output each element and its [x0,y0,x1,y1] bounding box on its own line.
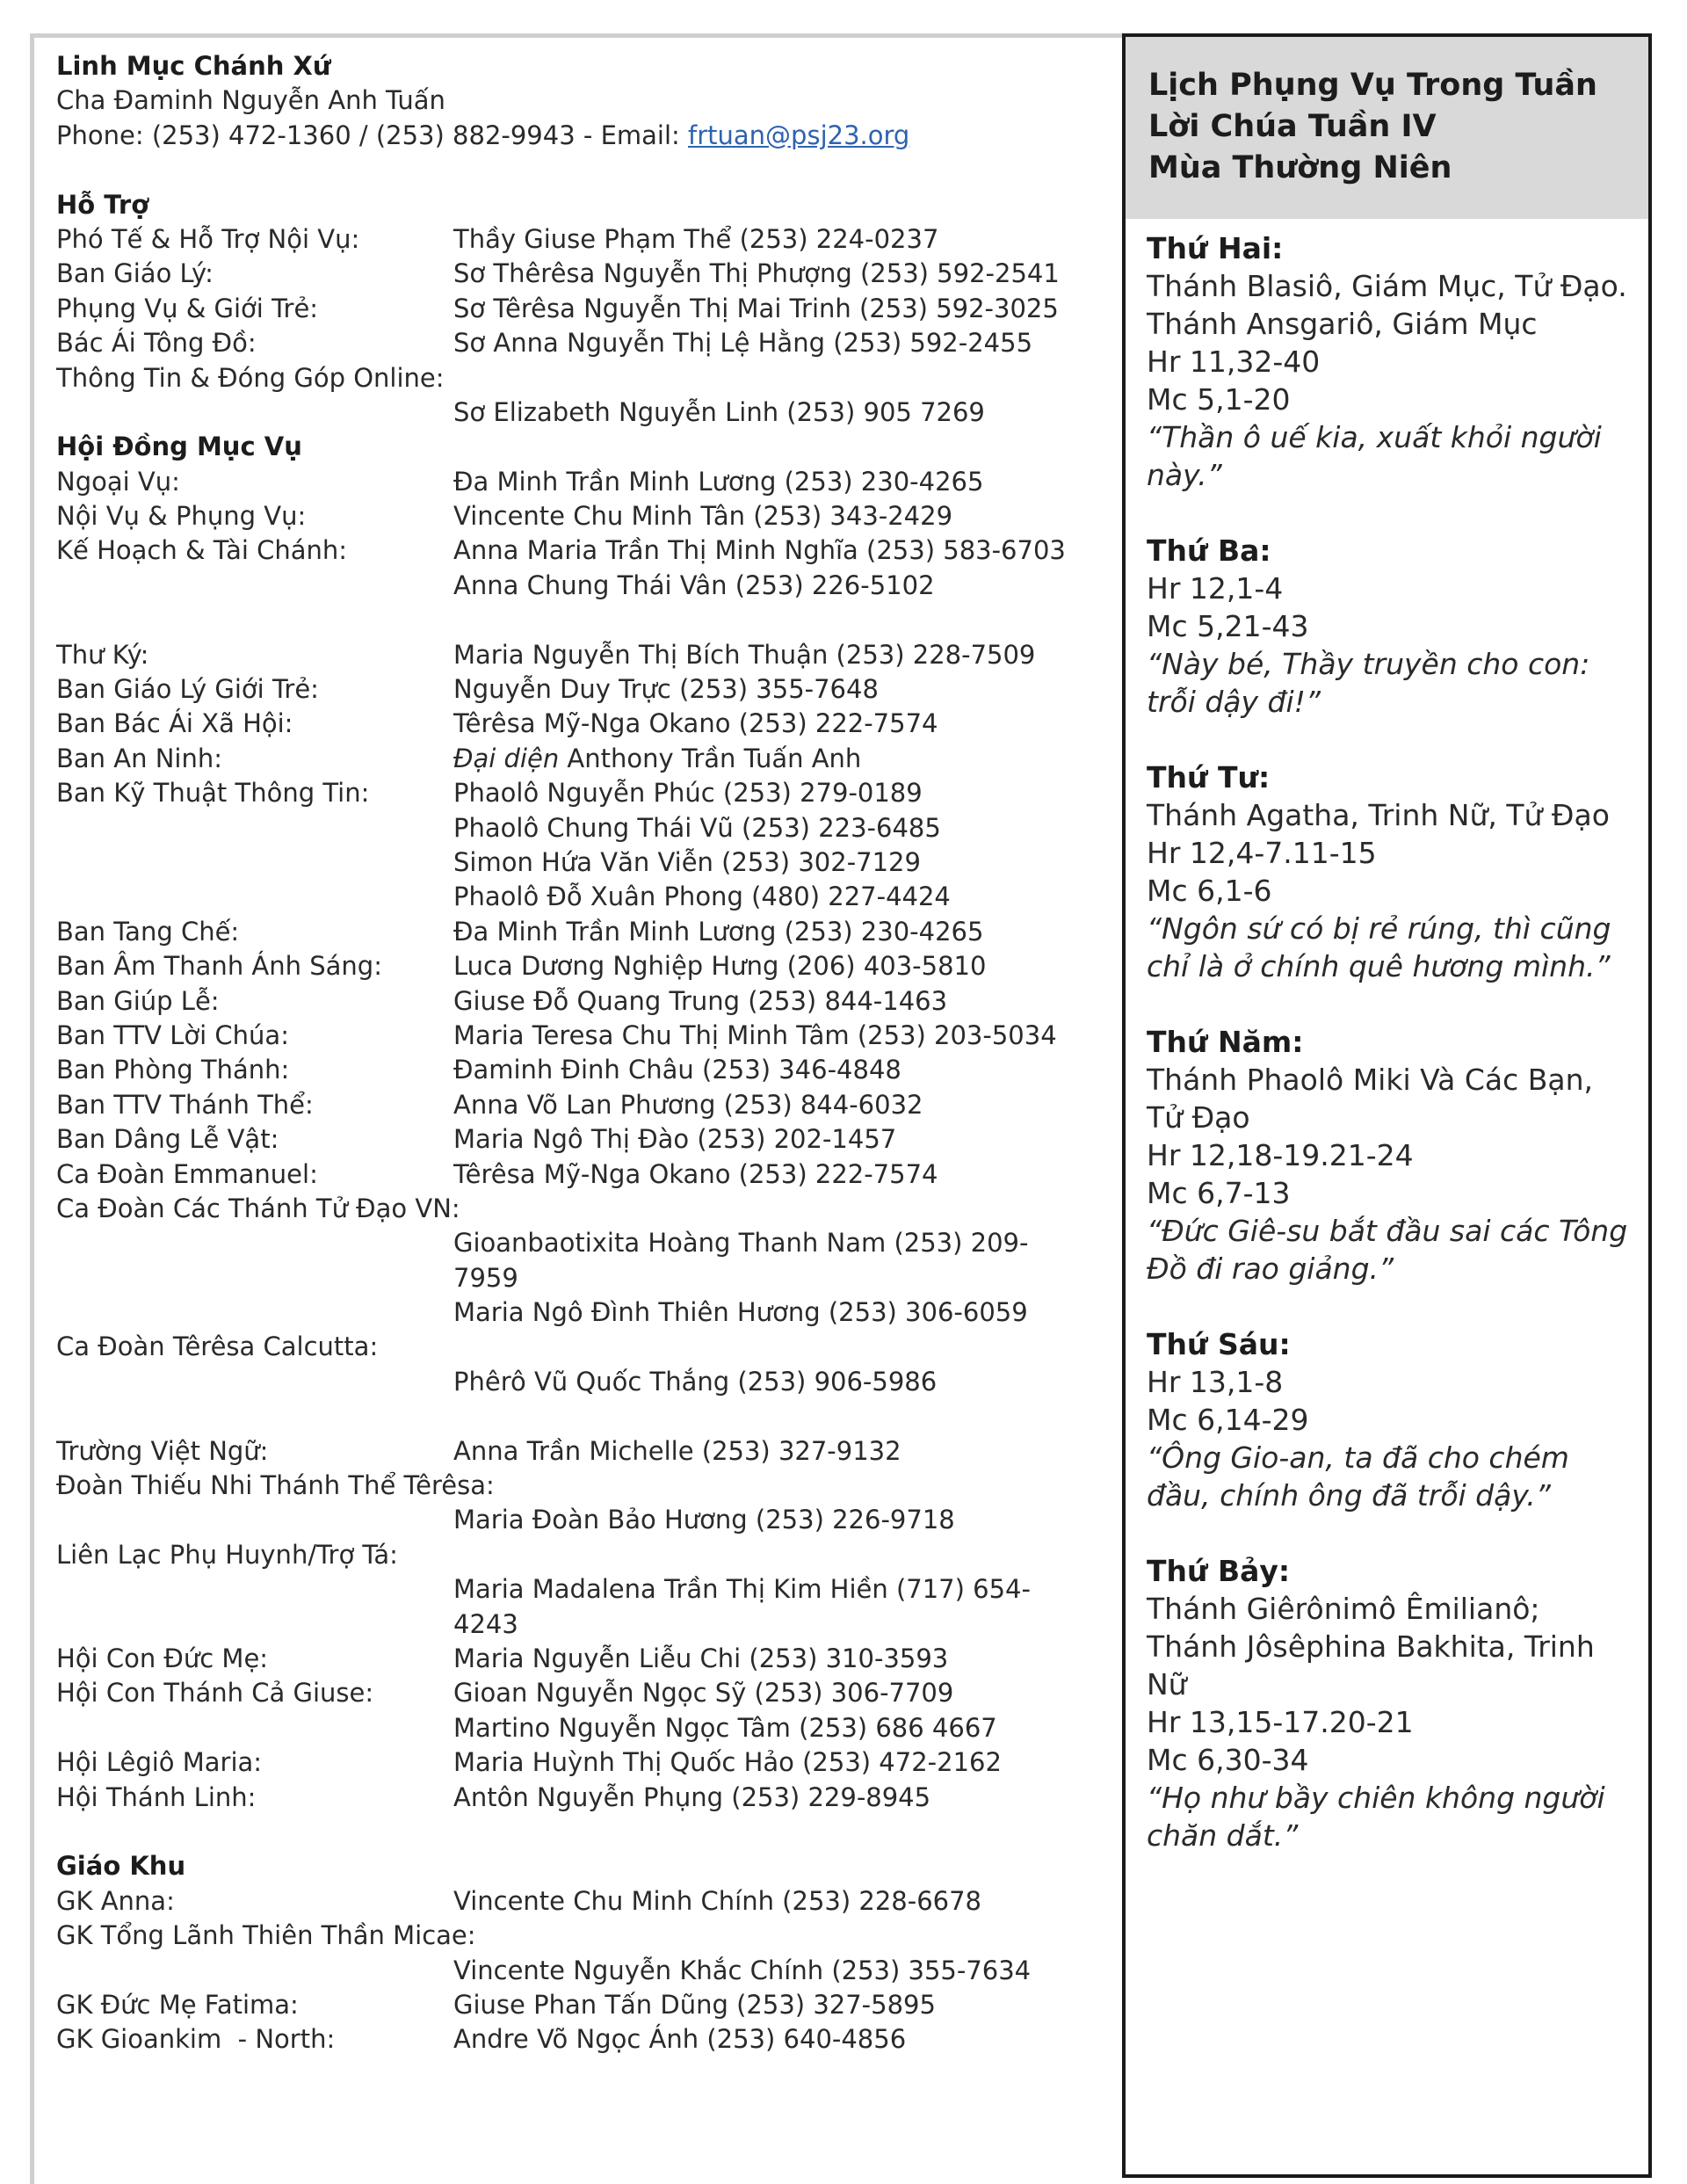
council-list [56,465,1111,604]
council-row-value: Anna Maria Trần Thị Minh Nghĩa (253) 583-6703 [453,535,1066,566]
group-row-label [56,1711,453,1745]
online-value: Sơ Elizabeth Nguyễn Linh (253) 905 7269 [453,396,985,427]
ministry-row-value: Luca Dương Nghiệp Hưng (206) 403-5810 [453,951,987,982]
support-row-value: Sơ Anna Nguyễn Thị Lệ Hằng (253) 592-2455 [453,328,1033,359]
pastor-email-link[interactable]: frtuan@psj23.org [688,120,910,150]
liturgy-title-2: Lời Chúa Tuần IV [1148,109,1437,144]
ministry-row-value: Nguyễn Duy Trực (253) 355-7648 [453,674,879,705]
liturgy-quote: “Ông Gio-an, ta đã cho chém đầu, chính ông đã trỗi dậy.” [1147,1440,1569,1513]
liturgy-day [1147,758,1636,1023]
ministry-list-a [56,638,1111,742]
liturgy-day [1147,1023,1636,1325]
support-row-label: Bác Ái Tông Đồ: [56,328,257,359]
council-row-value: Đa Minh Trần Minh Lương (253) 230-4265 [453,466,984,497]
liturgy-title-1: Lịch Phụng Vụ Trong Tuần [1148,68,1597,103]
pastor-contact [56,119,1111,153]
ministry-row [56,1019,1111,1053]
support-row [56,257,1111,291]
ministry-row-label [56,845,453,880]
ministry-row-label [56,811,453,845]
liturgy-title-3: Mùa Thường Niên [1148,150,1452,185]
martyrs-choir-row-1 [56,1226,1111,1295]
support-row-label: Phụng Vụ & Giới Trẻ: [56,293,319,323]
ministry-row-value: Phaolô Nguyễn Phúc (253) 279-0189 [453,778,923,809]
zone-micae-value: Vincente Nguyễn Khắc Chính (253) 355-7634 [453,1955,1032,1985]
security-value: Anthony Trần Tuấn Anh [559,743,862,773]
liturgy-reading: Thánh Phaolô Miki Và Các Bạn, Tử Đạo [1147,1063,1593,1135]
liturgy-day-name: Thứ Tư: [1147,760,1271,795]
pastor-phone: Phone: (253) 472-1360 / (253) 882-9943 - Email: [56,120,689,150]
ministry-row-label: Thư Ký: [56,639,149,670]
ministry-row [56,949,1111,983]
group-row-value: Maria Nguyễn Liễu Chi (253) 310-3593 [453,1643,949,1673]
ministry-row [56,1157,1111,1192]
ministry-row-value: Anna Võ Lan Phương (253) 844-6032 [453,1089,923,1120]
liturgy-day-name: Thứ Sáu: [1147,1327,1291,1361]
ministry-row-label: Ban Giúp Lễ: [56,985,220,1016]
council-row-value: Vincente Chu Minh Tân (253) 343-2429 [453,501,953,532]
martyrs-choir-value-1: Gioanbaotixita Hoàng Thanh Nam (253) 209-7959 [453,1228,1029,1293]
ministry-row [56,845,1111,880]
security-label: Ban An Ninh: [56,743,222,773]
martyrs-choir-value-2: Maria Ngô Đình Thiên Hương (253) 306-6059 [453,1297,1028,1328]
liturgy-quote: “Đức Giê-su bắt đầu sai các Tông Đồ đi rao giảng.” [1147,1214,1628,1286]
zone-fatima-row [56,1988,1111,2022]
liturgy-day-name: Thứ Hai: [1147,231,1284,265]
support-list [56,222,1111,361]
liturgy-reading: Mc 5,21-43 [1147,609,1309,643]
group-row-label: Hội Con Thánh Cả Giuse: [56,1678,374,1709]
ministry-row-value: Phaolô Chung Thái Vũ (253) 223-6485 [453,812,941,843]
calcutta-choir-label: Ca Đoàn Têrêsa Calcutta: [56,1331,379,1362]
ministry-row-label: Ban Dâng Lễ Vật: [56,1124,279,1155]
ministry-row-label: Ca Đoàn Emmanuel: [56,1158,318,1189]
ministry-row-label [56,880,453,914]
martyrs-choir-row-2 [56,1295,1111,1330]
liturgy-reading: Mc 6,30-34 [1147,1743,1309,1777]
group-row [56,1745,1111,1780]
page-frame-left [30,33,34,2184]
group-row-label: Hội Thánh Linh: [56,1781,257,1812]
group-row-label: Hội Con Đức Mẹ: [56,1643,269,1673]
liturgy-header [1126,37,1648,219]
liturgy-reading: Hr 12,4-7.11-15 [1147,836,1377,870]
liturgy-days [1126,219,1648,1854]
school-row [56,1434,1111,1469]
ministry-row-label: Ban Âm Thanh Ánh Sáng: [56,951,382,982]
ministry-row [56,811,1111,845]
liturgy-calendar-box [1122,33,1652,2178]
support-row [56,222,1111,257]
parents-row [56,1572,1111,1642]
tntt-label: Đoàn Thiếu Nhi Thánh Thể Têrêsa: [56,1470,495,1501]
support-row-label: Ban Giáo Lý: [56,258,214,289]
parents-value: Maria Madalena Trần Thị Kim Hiền (717) 654-4243 [453,1574,1031,1639]
zone-north-label: GK Gioankim - North: [56,2024,336,2055]
ministry-row-value: Têrêsa Mỹ-Nga Okano (253) 222-7574 [453,708,938,739]
security-row [56,742,1111,776]
tntt-row [56,1503,1111,1537]
calcutta-choir-value: Phêrô Vũ Quốc Thắng (253) 906-5986 [453,1366,938,1397]
ministry-row [56,880,1111,914]
council-row [56,465,1111,499]
liturgy-reading: Hr 11,32-40 [1147,345,1321,379]
parish-directory [56,49,1111,2057]
liturgy-quote: “Này bé, Thầy truyền cho con: trỗi dậy đi!” [1147,647,1590,719]
ministry-row-label: Ban TTV Lời Chúa: [56,1019,289,1050]
ministry-row [56,915,1111,949]
pastor-heading: Linh Mục Chánh Xứ [56,51,331,81]
council-row-value: Anna Chung Thái Vân (253) 226-5102 [453,570,935,600]
zone-north-row [56,2022,1111,2057]
liturgy-day-name: Thứ Năm: [1147,1025,1304,1059]
liturgy-day [1147,1325,1636,1552]
parents-label: Liên Lạc Phụ Huynh/Trợ Tá: [56,1539,398,1570]
ministry-row-value: Đaminh Đinh Châu (253) 346-4848 [453,1055,901,1085]
zone-anna-label: GK Anna: [56,1885,175,1916]
support-row-value: Thầy Giuse Phạm Thể (253) 224-0237 [453,223,939,254]
zone-micae-row [56,1954,1111,1988]
online-label: Thông Tin & Đóng Góp Online: [56,362,445,393]
ministry-row [56,1053,1111,1087]
online-row [56,395,1111,430]
group-row-value: Gioan Nguyễn Ngọc Sỹ (253) 306-7709 [453,1678,954,1709]
council-row-label [56,569,453,603]
support-row-value: Sơ Têrêsa Nguyễn Thị Mai Trinh (253) 592-3025 [453,293,1059,323]
ministry-row-value: Maria Teresa Chu Thị Minh Tâm (253) 203-5034 [453,1019,1057,1050]
zone-anna-row [56,1884,1111,1919]
ministry-row [56,707,1111,741]
group-row-value: Martino Nguyễn Ngọc Tâm (253) 686 4667 [453,1712,997,1743]
ministry-row [56,776,1111,810]
liturgy-day [1147,1552,1636,1854]
liturgy-reading: Hr 12,18-19.21-24 [1147,1138,1414,1172]
ministry-row-value: Têrêsa Mỹ-Nga Okano (253) 222-7574 [453,1158,938,1189]
ministry-row [56,984,1111,1019]
ministry-row-value: Maria Nguyễn Thị Bích Thuận (253) 228-7509 [453,639,1036,670]
school-value: Anna Trần Michelle (253) 327-9132 [453,1435,901,1466]
support-heading: Hỗ Trợ [56,189,149,220]
council-heading: Hội Đồng Mục Vụ [56,432,302,462]
liturgy-quote: “Thần ô uế kia, xuất khỏi người này.” [1147,420,1602,492]
liturgy-reading: Thánh Blasiô, Giám Mục, Tử Đạo. [1147,269,1627,303]
support-row [56,326,1111,360]
zones-heading: Giáo Khu [56,1851,186,1882]
group-row-label: Hội Lêgiô Maria: [56,1747,263,1778]
council-row [56,533,1111,568]
liturgy-reading: Thánh Giêrônimô Êmilianô; Thánh Jôsêphina Bakhita, Trinh Nữ [1147,1592,1595,1701]
liturgy-day-name: Thứ Bảy: [1147,1554,1291,1588]
calcutta-choir-row [56,1365,1111,1399]
group-list [56,1642,1111,1815]
ministry-row-value: Đa Minh Trần Minh Lương (253) 230-4265 [453,916,984,947]
ministry-row [56,638,1111,672]
group-row-value: Antôn Nguyễn Phụng (253) 229-8945 [453,1781,931,1812]
zone-anna-value: Vincente Chu Minh Chính (253) 228-6678 [453,1885,981,1916]
liturgy-day [1147,229,1636,532]
liturgy-reading: Thánh Agatha, Trinh Nữ, Tử Đạo [1147,798,1610,832]
council-row-label: Nội Vụ & Phụng Vụ: [56,501,307,532]
council-row-label: Kế Hoạch & Tài Chánh: [56,535,348,566]
school-label: Trường Việt Ngữ: [56,1435,269,1466]
ministry-row-value: Simon Hứa Văn Viễn (253) 302-7129 [453,846,921,877]
liturgy-reading: Hr 13,15-17.20-21 [1147,1705,1414,1739]
security-italic: Đại diện [453,743,560,773]
ministry-row [56,1088,1111,1122]
liturgy-reading: Mc 6,14-29 [1147,1403,1309,1437]
liturgy-quote: “Ngôn sứ có bị rẻ rúng, thì cũng chỉ là ở chính quê hương mình.” [1147,911,1611,983]
liturgy-reading: Hr 12,1-4 [1147,571,1284,606]
ministry-row [56,1122,1111,1157]
liturgy-day-name: Thứ Ba: [1147,533,1271,568]
ministry-row-label: Ban Tang Chế: [56,916,240,947]
group-row [56,1711,1111,1745]
liturgy-reading: Mc 6,1-6 [1147,874,1272,908]
liturgy-quote: “Họ như bầy chiên không người chăn dắt.” [1147,1781,1605,1853]
ministry-row-value: Maria Ngô Thị Đào (253) 202-1457 [453,1124,897,1155]
support-row [56,292,1111,326]
liturgy-reading: Hr 13,1-8 [1147,1365,1284,1399]
liturgy-reading: Mc 5,1-20 [1147,382,1291,417]
ministry-row-value: Phaolô Đỗ Xuân Phong (480) 227-4424 [453,882,951,912]
ministry-list-b [56,776,1111,1192]
liturgy-reading: Thánh Ansgariô, Giám Mục [1147,307,1538,341]
ministry-row-label: Ban Kỹ Thuật Thông Tin: [56,778,370,809]
ministry-row [56,672,1111,707]
zone-fatima-value: Giuse Phan Tấn Dũng (253) 327-5895 [453,1989,936,2020]
support-row-value: Sơ Thêrêsa Nguyễn Thị Phượng (253) 592-2541 [453,258,1060,289]
zone-fatima-label: GK Đức Mẹ Fatima: [56,1989,299,2020]
zone-micae-label: GK Tổng Lãnh Thiên Thần Micae: [56,1920,476,1951]
ministry-row-label: Ban TTV Thánh Thể: [56,1089,314,1120]
page-frame-top [30,33,1139,38]
ministry-row-label: Ban Bác Ái Xã Hội: [56,708,293,739]
ministry-row-label: Ban Phòng Thánh: [56,1055,290,1085]
group-row-value: Maria Huỳnh Thị Quốc Hảo (253) 472-2162 [453,1747,1002,1778]
group-row [56,1642,1111,1676]
liturgy-day [1147,532,1636,758]
support-row-label: Phó Tế & Hỗ Trợ Nội Vụ: [56,223,360,254]
liturgy-reading: Mc 6,7-13 [1147,1176,1291,1210]
zone-north-value: Andre Võ Ngọc Ánh (253) 640-4856 [453,2024,907,2055]
martyrs-choir-label: Ca Đoàn Các Thánh Tử Đạo VN: [56,1193,460,1223]
council-row [56,499,1111,533]
group-row [56,1781,1111,1815]
council-row-label: Ngoại Vụ: [56,466,180,497]
council-row [56,569,1111,603]
pastor-name: Cha Đaminh Nguyễn Anh Tuấn [56,85,445,116]
ministry-row-label: Ban Giáo Lý Giới Trẻ: [56,674,319,705]
ministry-row-value: Giuse Đỗ Quang Trung (253) 844-1463 [453,985,948,1016]
group-row [56,1676,1111,1710]
tntt-value: Maria Đoàn Bảo Hương (253) 226-9718 [453,1505,955,1535]
